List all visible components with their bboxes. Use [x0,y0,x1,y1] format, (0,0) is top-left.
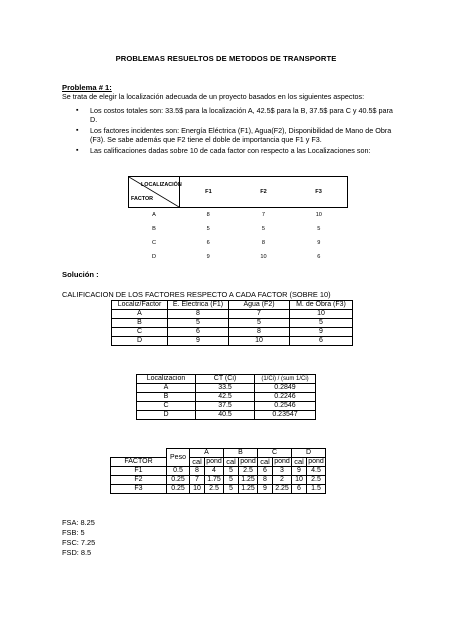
header-localizacion: LOCALIZACIÓN [141,182,182,188]
table-row [137,384,316,393]
table-row [111,485,326,494]
ratings-table [128,176,348,264]
table-cell: 6 [317,254,321,260]
table-row [111,476,326,485]
score-fsb: FSB: 5 [62,528,85,537]
table-cell: 1.25 [239,476,258,485]
table-cell: 8 [229,328,290,337]
subheader: pond [240,458,256,465]
table-header-row [112,301,353,310]
column-header: CT (Ci) [196,375,255,384]
table-cell: 9 [258,485,273,494]
table-cell: B [152,226,156,232]
header-f2: F2 [237,177,290,208]
table-cell: 5 [224,476,239,485]
column-header-peso: Peso [167,449,190,467]
table-cell: 0.2849 [255,384,316,393]
empty-cell [111,449,167,458]
table-cell: B [137,393,196,402]
table-cell: 9 [290,328,353,337]
table-cell: 10 [260,254,267,260]
table-row [112,310,353,319]
table-cell: 9 [168,337,229,346]
header-f3: F3 [290,177,347,208]
table-cell: 1.5 [307,485,326,494]
table-row [112,319,353,328]
subheader: pond [308,458,324,465]
table-header-row [111,458,326,467]
table-cell: F3 [111,485,167,494]
table-cell: 0.2246 [255,393,316,402]
table-cell: 10 [292,476,307,485]
subheader: pond [206,458,222,465]
table-cell: 10 [190,485,205,494]
table-row [129,208,348,223]
table-row [112,337,353,346]
aspects-list [62,106,402,157]
list-item: ▪ Los costos totales son: 33.5$ para la localización A, 42.5$ para la B, 37.5$ para C y 40.5$ para D. [62,106,402,124]
table-cell: B [112,319,168,328]
column-header: Localiz/Factor [112,301,168,310]
table-row [137,402,316,411]
table-cell: 37.5 [196,402,255,411]
table-cell: 8 [261,240,266,246]
table-row [137,411,316,420]
table-cell: F2 [111,476,167,485]
table-cell: 4 [205,467,224,476]
table-row [111,467,326,476]
table-cell: 8 [258,476,273,485]
subheader: cal [190,458,205,467]
column-header: (1/Ci) / (sum 1/Ci) [255,375,316,384]
table-cell: 7 [261,212,266,218]
calification-heading: CALIFICACION DE LOS FACTORES RESPECTO A CADA FACTOR (SOBRE 10) [62,290,331,299]
intro-text: Se trata de elegir la localización adecuada de un proyecto basados en los siguientes aspectos: [62,92,365,101]
weighted-score-table [110,448,326,494]
column-header: Agua (F2) [229,301,290,310]
subheader: pond [274,458,290,465]
table-cell: A [152,212,156,218]
header-f1: F1 [180,177,237,208]
table-cell: A [112,310,168,319]
table-cell: 9 [206,254,210,260]
table-cell: C [137,402,196,411]
table-cell: 7 [229,310,290,319]
table-cell: 6 [168,328,229,337]
table-cell: 4.5 [307,467,326,476]
column-header: Localizacion [137,375,196,384]
table-cell: 8 [206,212,210,218]
group-header-c: C [258,449,292,458]
calification-table [111,300,353,346]
table-cell: 2 [273,476,292,485]
column-header-factor: FACTOR [111,458,167,467]
score-fsc: FSC: 7.25 [62,538,96,547]
table-row [129,236,348,250]
table-cell: C [112,328,168,337]
list-item: ▪ Los factores incidentes son: Energía Eléctrica (F1), Agua(F2), Disponibilidad de Mano de Obra (F3). Se sabe además que F2 tiene el doble de importancia que F1 y F3. [62,126,402,144]
table-cell: F1 [111,467,167,476]
table-row [112,328,353,337]
table-cell: D [151,254,157,260]
header-factor: FACTOR [131,196,154,202]
table-cell: 33.5 [196,384,255,393]
table-cell: 3 [273,467,292,476]
table-cell: 6 [258,467,273,476]
table-cell: 10 [315,212,322,218]
table-cell: 2.5 [205,485,224,494]
table-cell: 8 [190,467,205,476]
table-header-row [137,375,316,384]
group-header-d: D [292,449,326,458]
table-cell: 8 [168,310,229,319]
table-cell: 1.75 [205,476,224,485]
table-row [129,222,348,236]
table-cell: 6 [292,485,307,494]
table-cell: 9 [292,467,307,476]
problem-heading: Problema # 1: [62,83,112,92]
table-cell: A [137,384,196,393]
group-header-b: B [224,449,258,458]
table-cell: 0.25 [167,485,190,494]
table-cell: 10 [229,337,290,346]
score-fsd: FSD: 8.5 [62,548,92,557]
table-cell: D [112,337,168,346]
diagonal-header-cell [129,177,180,208]
cost-table [136,374,316,420]
table-cell: 9 [317,240,321,246]
table-cell: 5 [229,319,290,328]
score-fsa: FSA: 8.25 [62,518,95,527]
table-cell: 5 [317,226,321,232]
table-cell: 42.5 [196,393,255,402]
subheader: cal [224,458,239,467]
page-title: PROBLEMAS RESUELTOS DE METODOS DE TRANSPORTE [115,54,337,63]
table-cell: 10 [290,310,353,319]
table-cell: 5 [261,226,266,232]
table-header-row [111,449,326,458]
column-header: E. Electrica (F1) [168,301,229,310]
table-cell: 5 [168,319,229,328]
table-row [129,250,348,264]
table-cell: D [137,411,196,420]
table-cell: 5 [224,467,239,476]
list-item: ▪ Las calificaciones dadas sobre 10 de cada factor con respecto a las Localizaciones son: [62,146,402,155]
table-cell: 40.5 [196,411,255,420]
table-cell: 2.5 [307,476,326,485]
table-cell: 0.2546 [255,402,316,411]
subheader: cal [258,458,273,467]
table-cell: 0.5 [167,467,190,476]
table-cell: 2.25 [273,485,292,494]
table-cell: 1.25 [239,485,258,494]
table-cell: 6 [206,240,210,246]
table-row [137,393,316,402]
table-cell: 5 [224,485,239,494]
table-cell: 0.25 [167,476,190,485]
table-cell: 2.5 [239,467,258,476]
group-header-a: A [190,449,224,458]
table-cell: 5 [206,226,210,232]
subheader: cal [292,458,307,467]
table-cell: 7 [190,476,205,485]
column-header: M. de Obra (F3) [290,301,353,310]
table-cell: C [151,240,157,246]
table-cell: 5 [290,319,353,328]
solution-heading: Solución : [62,270,99,279]
table-cell: 6 [290,337,353,346]
table-cell: 0.23547 [255,411,316,420]
